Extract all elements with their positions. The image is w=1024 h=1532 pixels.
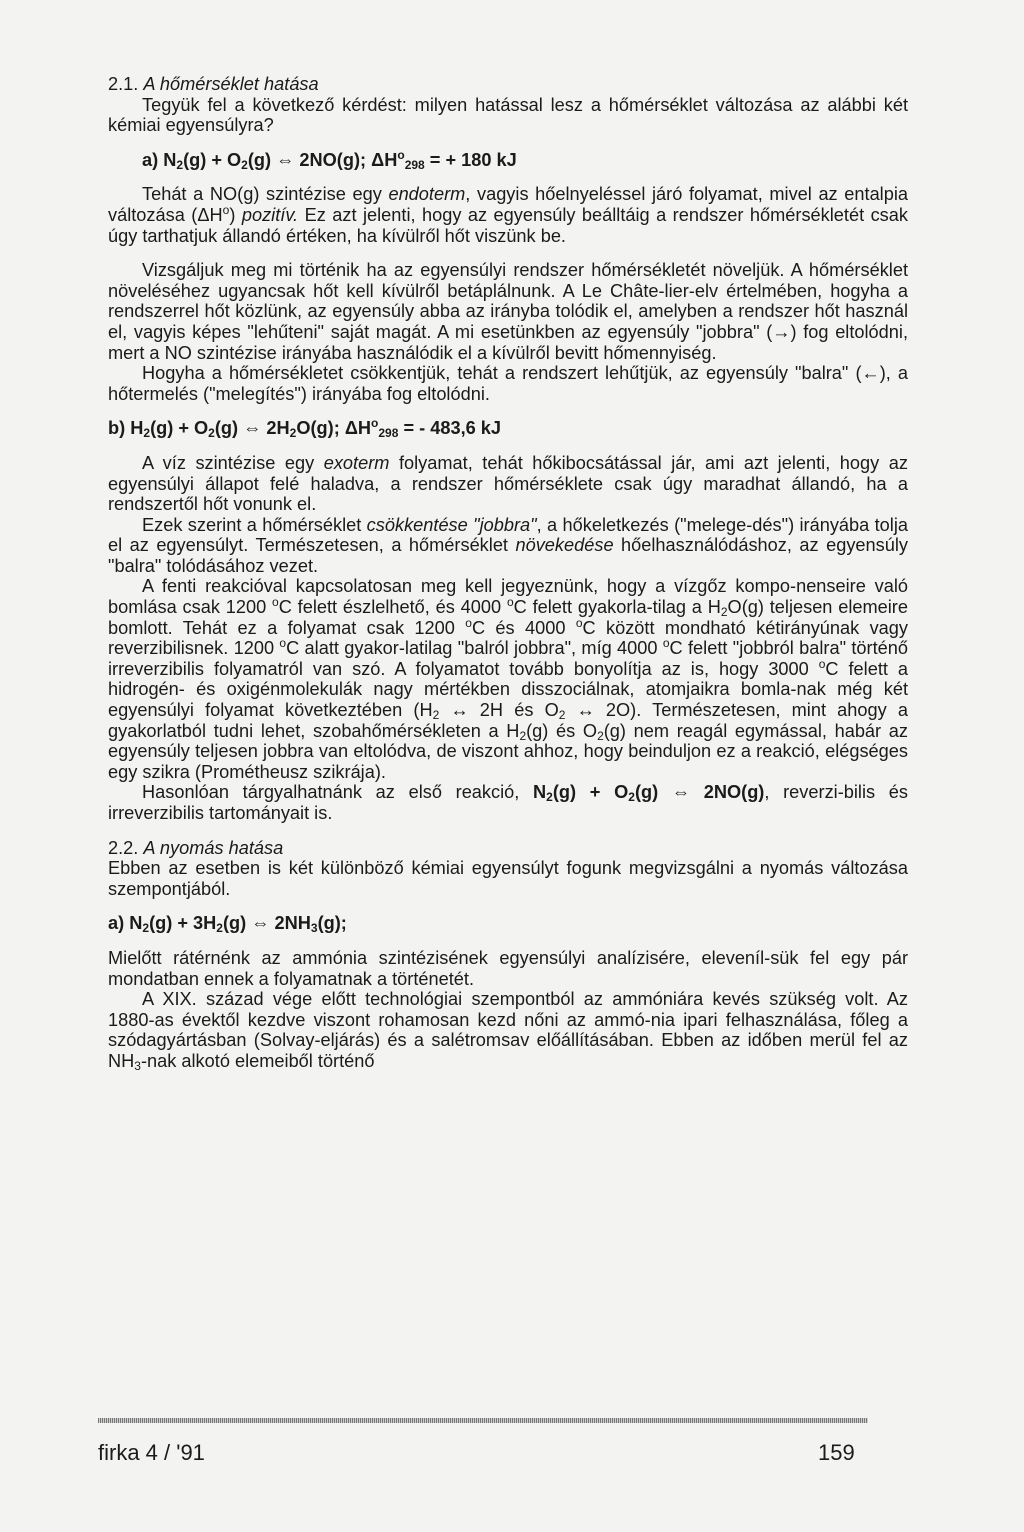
section-number: 2.2. bbox=[108, 837, 139, 858]
page-number: 159 bbox=[818, 1440, 855, 1465]
paragraph: Tehát a NO(g) szintézise egy endoterm, vagyis hőelnyeléssel járó folyamat, mivel az entalpia változása $(\Delta H^o)$ pozitív. Ez azt jelenti, hogy az egyensúly beálltáig a rendszer hőmérsékletét csak úgy tarthatjuk állandó értéken, ha kívülről hőt viszünk be. bbox=[108, 184, 908, 246]
paragraph: Tegyük fel a következő kérdést: milyen hatással lesz a hőmérséklet változása az alábbi két kémiai egyensúlyra? bbox=[108, 94, 908, 136]
section-number: 2.1. bbox=[108, 74, 139, 94]
section-heading-2-1 bbox=[108, 74, 908, 95]
paragraph: A fenti reakcióval kapcsolatosan meg kell jegyeznünk, hogy a vízgőz kompo-nenseire való bomlása csak 1200 $^o$C felett észlelhető, és 4000 $^o$C felett gyakorla-tilag a $H_2O(g)$ teljesen elemeire bomlott. Tehát ez a folyamat csak 1200 $^o$C és 4000 $^o$C között mondható kétirányúnak vagy reverzibilisnek. 1200 $^o$C alatt gyakor-latilag "balról jobbra", míg 4000 $^o$C felett "jobbról balra" történő irreverzibilis folyamatról van szó. A folyamatot tovább bonyolítja az is, hogy 3000 $^o$C felett a hidrogén- és oxigénmolekulák nagy mértékben disszociálnak, atomjaikra bomla-nak még két egyensúlyi folyamat következtében ($H_2$ ↔ 2H és $O_2$ ↔ 2O). Természetesen, mint ahogy a gyakorlatból tudni lehet, szobahőmérsékleten a $H_2(g)$ és $O_2(g)$ nem reagál egymással, habár az egyensúly teljesen jobbra van eltolódva, de viszont ahhoz, hogy beinduljon ez a reakció, elégséges egy szikra (Prométheusz szikrája). bbox=[108, 576, 908, 782]
footer-rule bbox=[98, 1418, 868, 1423]
equation-a: a) $N_2(g) + O_2(g)$ ⇔ 2NO(g); $\Delta H^o_{298}$ = + 180 kJ bbox=[142, 147, 517, 172]
article-body bbox=[108, 74, 908, 1072]
paragraph: A XIX. század vége előtt technológiai szempontból az ammóniára kevés szükség volt. Az 1880-as évektől kezdve viszont rohamosan kezd nőni az ammó-nia ipari felhasználása, főleg a szódagyártásban (Solvay-eljárás) és a salétromsav előállításában. Ebben az időben merül fel az $NH_3$-nak alkotó elemeiből történő bbox=[108, 989, 908, 1073]
paragraph: A víz szintézise egy exoterm folyamat, tehát hőkibocsátással jár, ami azt jelenti, hogy az egyensúlyi állapot felé haladva, a rendszer hőmérséklete csak úgy maradhat állandó, ha a rendszertől hőt vonunk el. bbox=[108, 452, 908, 515]
section-title: A hőmérséklet hatása bbox=[143, 74, 319, 94]
paragraph: Ebben az esetben is két különböző kémiai egyensúlyt fogunk megvizsgálni a nyomás változása szempontjából. bbox=[108, 858, 908, 899]
section-title: A nyomás hatása bbox=[143, 837, 284, 858]
paragraph: Mielőtt rátérnénk az ammónia szintézisének egyensúlyi analízisére, eleveníl-sük fel egy pár mondatban ennek a folyamatnak a történetét. bbox=[108, 947, 908, 989]
section-heading-2-2 bbox=[108, 838, 908, 859]
paragraph: Hogyha a hőmérsékletet csökkentjük, tehát a rendszert lehűtjük, az egyensúly "balra" (←), a hőtermelés ("melegítés") irányába fog eltolódni. bbox=[108, 363, 908, 404]
equation-ammonia: a) $N_2(g) + 3H_2(g)$ ⇔ $2NH_3(g)$; bbox=[108, 913, 347, 936]
journal-issue: firka 4 / '91 bbox=[98, 1440, 205, 1465]
equation-b: b) $H_2(g) + O_2(g)$ ⇔ $2H_2O(g)$; $\Delta H^o_{298}$ = - 483,6 kJ bbox=[108, 416, 502, 441]
paragraph: Hasonlóan tárgyalhatnánk az első reakció, $N_2(g) + O_2(g)$ ⇔ 2NO(g), reverzi-bilis és irreverzibilis tartományait is. bbox=[108, 782, 908, 823]
paragraph: Ezek szerint a hőmérséklet csökkentése "jobbra", a hőkeletkezés ("melege-dés") irányába tolja el az egyensúlyt. Természetesen, a hőmérséklet növekedése hőelhasználódáshoz, az egyensúly "balra" tolódásához vezet. bbox=[108, 514, 908, 576]
paragraph: Vizsgáljuk meg mi történik ha az egyensúlyi rendszer hőmérsékletét növeljük. A hőmérséklet növeléséhez ugyancsak hőt kell kívülről betáplálnunk. A Le Châte-lier-elv értelmében, hogyha a rendszerrel hőt közlünk, az egyensúly abba az irányba tolódik el, amelyben a rendszer hőt használ el, vagyis képes "lehűteni" saját magát. A mi esetünkben az egyensúly "jobbra" (→) fog eltolódni, mert a NO szintézise irányába használódik el a kívülről bevitt hőmennyiség. bbox=[108, 260, 908, 363]
